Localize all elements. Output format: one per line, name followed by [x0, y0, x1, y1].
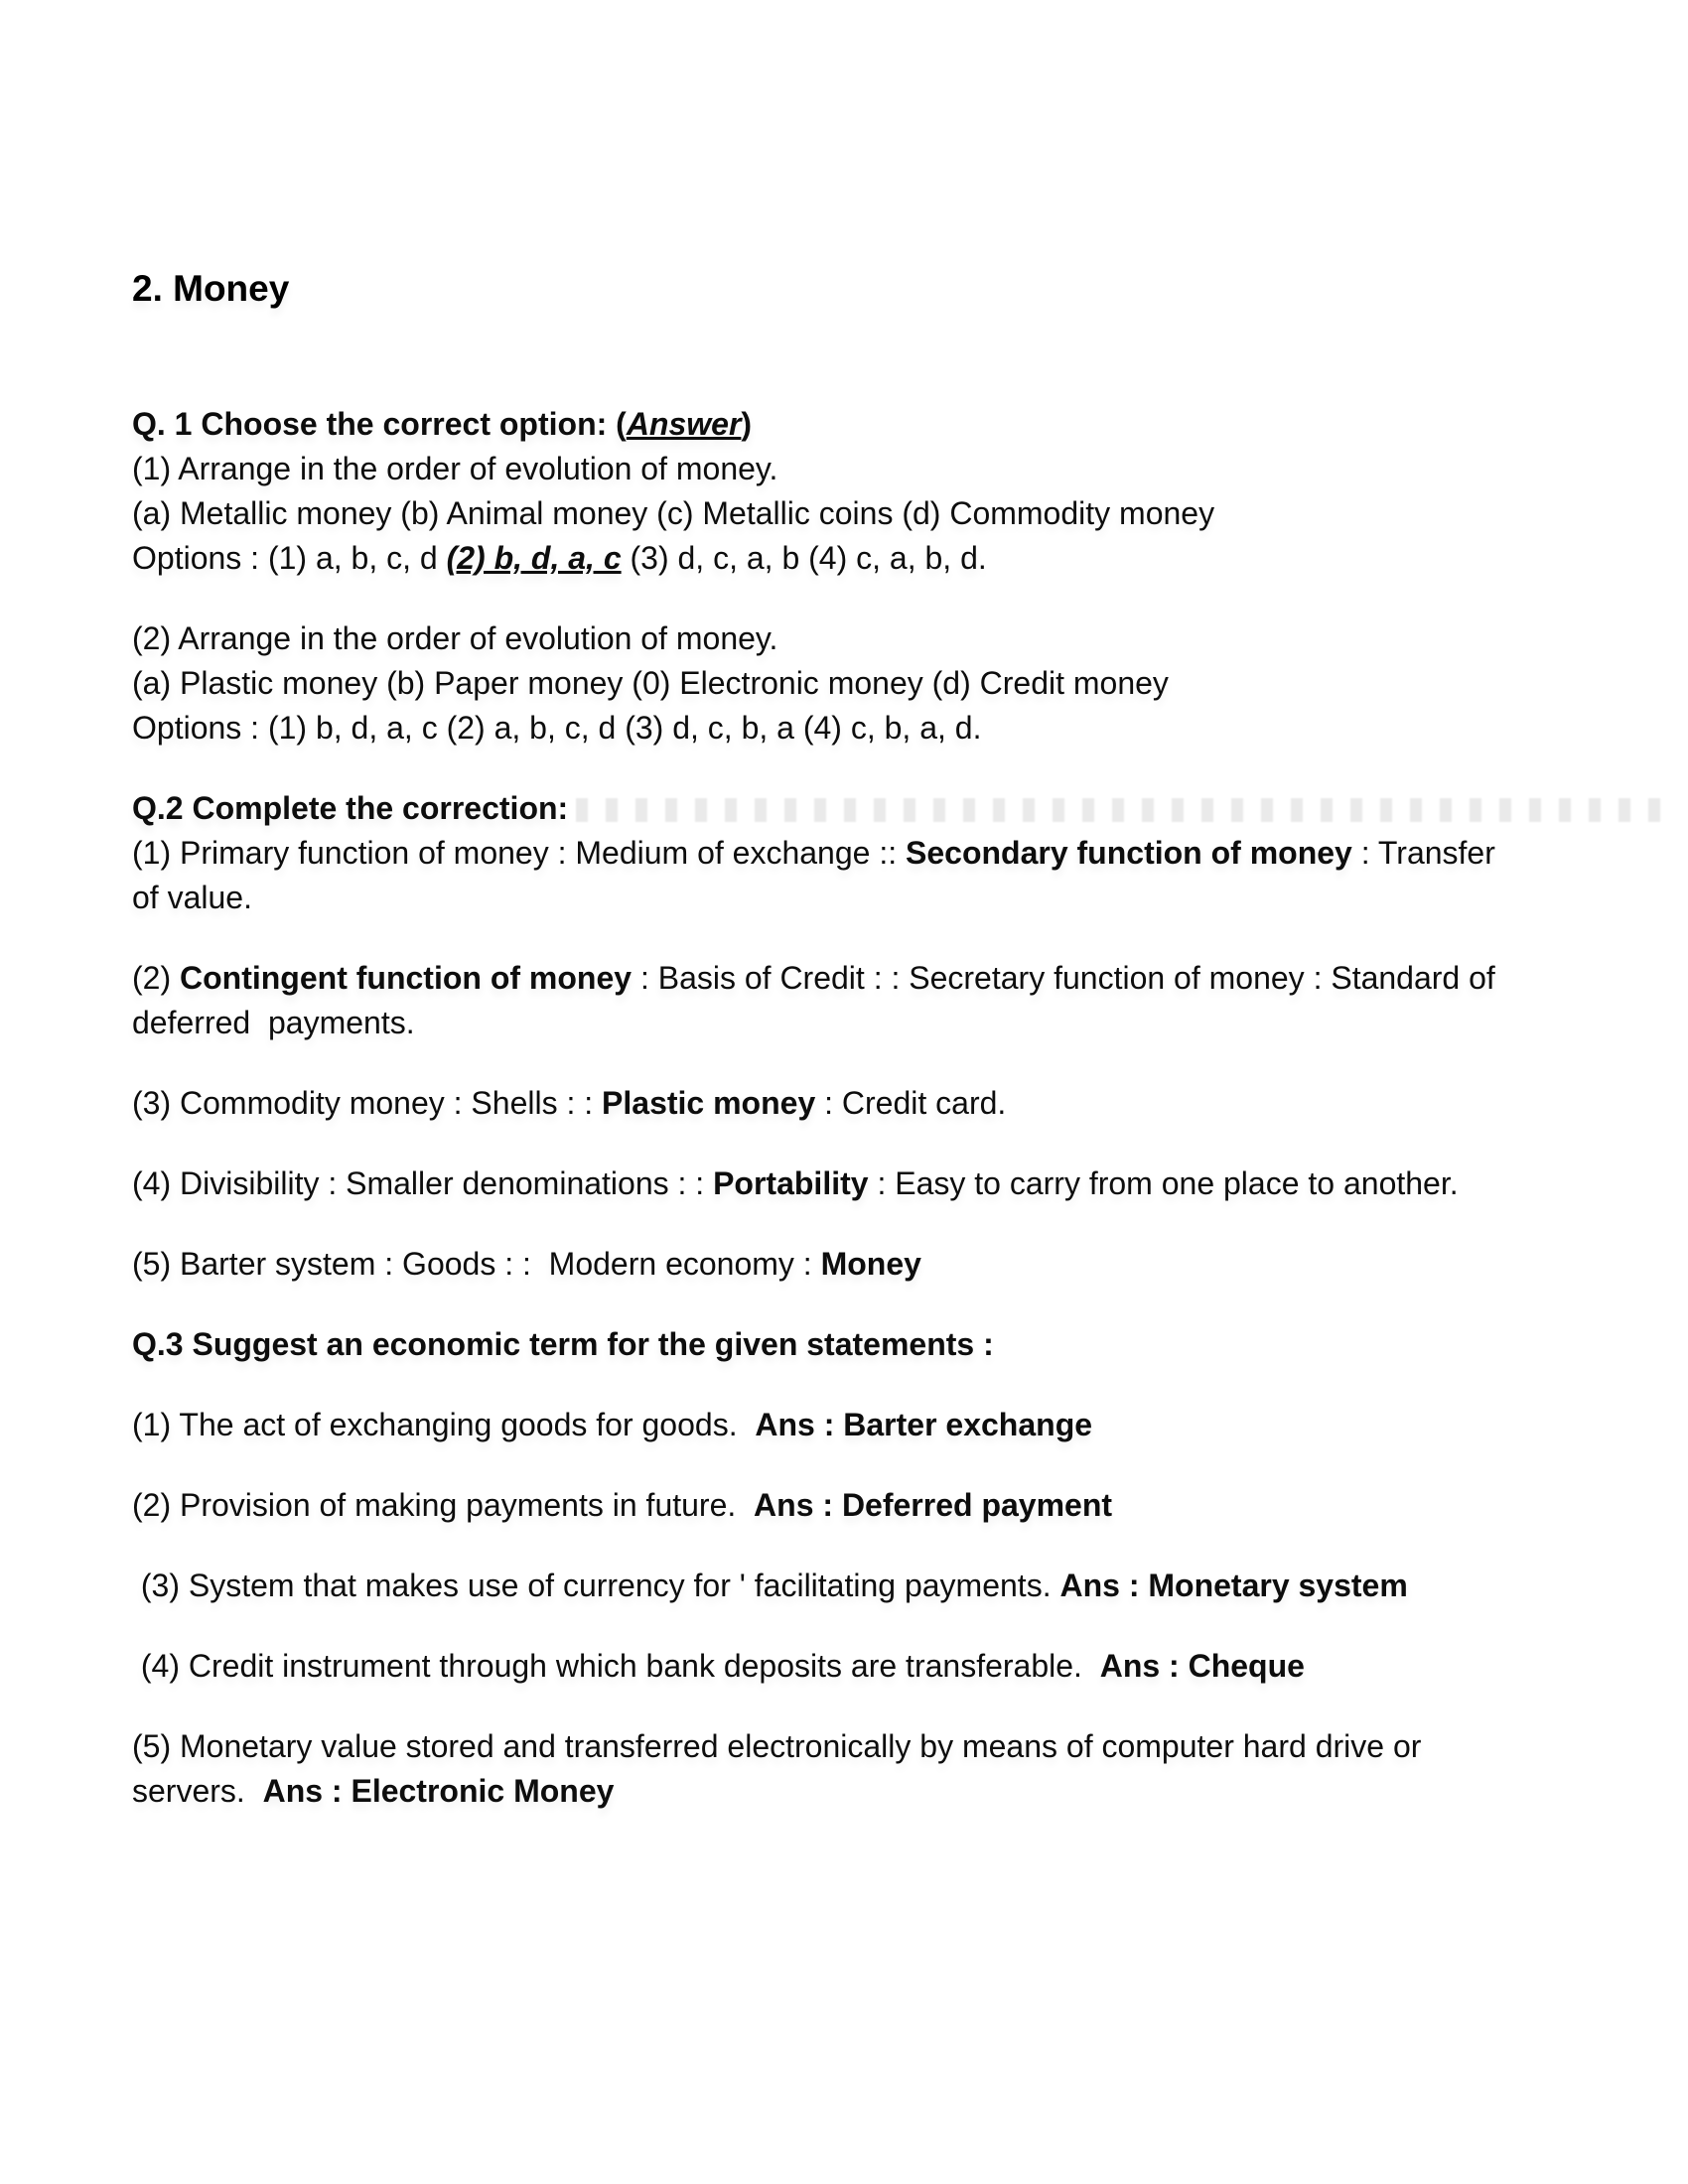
q3-item-4-answer: Ans : Cheque	[1099, 1648, 1305, 1684]
section-q1	[132, 402, 1524, 751]
q3-item-5-statement: (5) Monetary value stored and transferred electronically by means of computer hard drive or servers.	[132, 1728, 1422, 1809]
q1-heading-post: )	[741, 406, 753, 442]
q2-heading: Q.2 Complete the correction:	[132, 790, 569, 826]
q1-item-2	[132, 616, 1524, 751]
q2-item-5	[132, 1242, 1524, 1287]
q2-item-1-post: : Transfer of value.	[132, 835, 1495, 915]
q3-item-2-statement: (2) Provision of making payments in future.	[132, 1487, 755, 1523]
q2-item-2-pre: (2)	[132, 960, 180, 996]
page-title: 2. Money	[132, 268, 290, 309]
section-q3	[132, 1322, 1524, 1814]
q2-item-3-pre: (3) Commodity money : Shells : :	[132, 1085, 603, 1121]
q2-item-3-bold: Plastic money	[602, 1085, 816, 1121]
q1-heading-answer-word: Answer	[626, 406, 742, 442]
q2-item-5-pre: (5) Barter system : Goods : : Modern economy :	[132, 1246, 821, 1282]
q2-item-2	[132, 956, 1524, 1045]
q2-item-1-bold: Secondary function of money	[906, 835, 1352, 871]
q1-item-1-choices: (a) Metallic money (b) Animal money (c) Metallic coins (d) Commodity money	[132, 495, 1215, 531]
q3-item-3-statement: (3) System that makes use of currency for ' facilitating payments.	[132, 1568, 1060, 1603]
q3-item-3-answer: Ans : Monetary system	[1059, 1568, 1408, 1603]
q2-item-3-post: : Credit card.	[815, 1085, 1007, 1121]
q3-item-4	[132, 1644, 1524, 1689]
q2-item-4-post: : Easy to carry from one place to another.	[868, 1165, 1459, 1201]
q1-item-1-options-pre: Options : (1) a, b, c, d	[132, 540, 447, 576]
q3-item-1	[132, 1403, 1524, 1447]
q3-item-5	[132, 1724, 1524, 1814]
q1-item-2-options: Options : (1) b, d, a, c (2) a, b, c, d (3) d, c, b, a (4) c, b, a, d.	[132, 710, 982, 746]
q1-item-2-stem: (2) Arrange in the order of evolution of money.	[132, 620, 778, 656]
q3-heading: Q.3 Suggest an economic term for the given statements :	[132, 1326, 994, 1362]
q3-item-4-statement: (4) Credit instrument through which bank deposits are transferable.	[132, 1648, 1100, 1684]
q3-item-2	[132, 1483, 1524, 1528]
q2-item-1-pre: (1) Primary function of money : Medium of exchange ::	[132, 835, 906, 871]
q2-item-4-bold: Portability	[713, 1165, 869, 1201]
q2-item-3	[132, 1081, 1524, 1126]
q3-item-2-answer: Ans : Deferred payment	[754, 1487, 1113, 1523]
q2-item-2-bold: Contingent function of money	[180, 960, 633, 996]
q1-item-1	[132, 447, 1524, 581]
q2-item-2-post: : Basis of Credit : : Secretary function of money : Standard of deferred payments.	[132, 960, 1495, 1040]
document	[132, 266, 1524, 1849]
q1-item-1-options-answer: (2) b, d, a, c	[446, 540, 622, 576]
q3-item-1-answer: Ans : Barter exchange	[755, 1407, 1093, 1442]
q1-heading	[132, 402, 1524, 447]
q1-item-1-stem: (1) Arrange in the order of evolution of money.	[132, 451, 778, 486]
q2-item-4	[132, 1161, 1524, 1206]
q1-item-2-choices: (a) Plastic money (b) Paper money (0) Electronic money (d) Credit money	[132, 665, 1169, 701]
q2-item-5-bold: Money	[820, 1246, 921, 1282]
q2-item-4-pre: (4) Divisibility : Smaller denominations : :	[132, 1165, 714, 1201]
q1-item-1-options-post: (3) d, c, a, b (4) c, a, b, d.	[621, 540, 987, 576]
q1-item-1-options	[132, 536, 1524, 581]
section-q2	[132, 786, 1524, 1287]
q3-item-3	[132, 1564, 1524, 1608]
q2-item-1	[132, 831, 1524, 920]
q3-item-1-statement: (1) The act of exchanging goods for goods.	[132, 1407, 756, 1442]
q3-item-5-answer: Ans : Electronic Money	[262, 1773, 615, 1809]
q1-heading-pre: Q. 1 Choose the correct option: (	[132, 406, 627, 442]
